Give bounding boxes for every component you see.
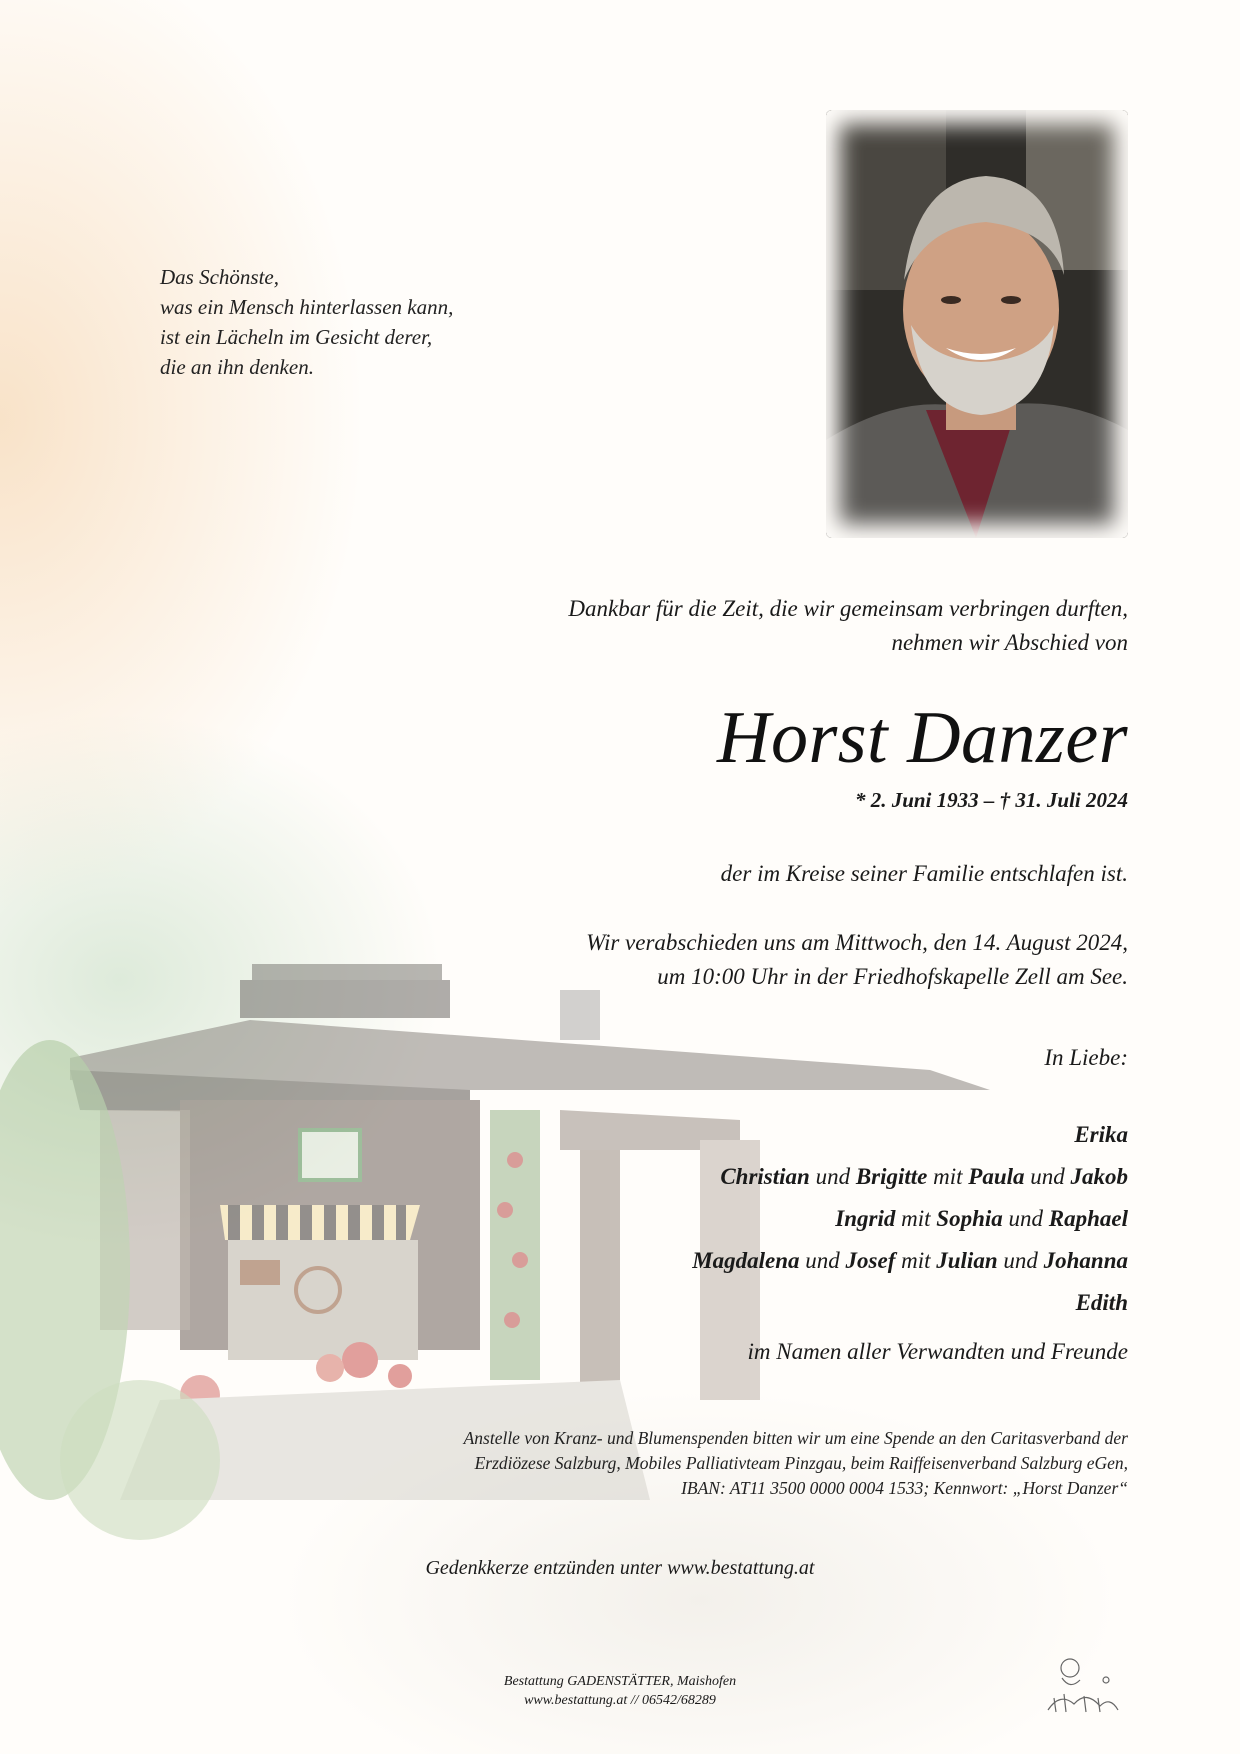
service-line-1: Wir verabschieden uns am Mittwoch, den 14. August 2024, — [586, 930, 1128, 955]
connector: und — [809, 1164, 856, 1189]
connector: und — [997, 1248, 1044, 1273]
connector: und — [1002, 1206, 1049, 1231]
connector: mit — [895, 1206, 937, 1231]
family-row — [692, 1282, 1128, 1324]
family-name: Johanna — [1043, 1248, 1128, 1273]
intro-text — [568, 592, 1128, 660]
service-details — [586, 926, 1128, 994]
family-name: Brigitte — [855, 1164, 928, 1189]
intro-line-2: nehmen wir Abschied von — [891, 630, 1128, 655]
family-name: Erika — [1074, 1122, 1128, 1147]
family-name: Edith — [1075, 1290, 1128, 1315]
in-love-heading: In Liebe: — [1044, 1045, 1128, 1070]
quote-line: die an ihn denken. — [160, 355, 314, 379]
family-name: Raphael — [1048, 1206, 1128, 1231]
donation-line-1: Anstelle von Kranz- und Blumenspenden bitten wir um eine Spende an den Caritasverband der — [463, 1428, 1128, 1448]
family-name: Jakob — [1070, 1164, 1128, 1189]
memorial-quote — [160, 262, 580, 382]
portrait-illustration — [826, 110, 1128, 538]
family-row — [692, 1114, 1128, 1156]
family-name: Magdalena — [692, 1248, 800, 1273]
family-name: Julian — [936, 1248, 998, 1273]
connector: und — [799, 1248, 846, 1273]
memorial-candle-link-text: Gedenkkerze entzünden unter www.bestattung.at — [425, 1557, 815, 1579]
footer-line-2: www.bestattung.at // 06542/68289 — [524, 1693, 716, 1708]
family-name: Paula — [968, 1164, 1025, 1189]
service-line-2: um 10:00 Uhr in der Friedhofskapelle Zell am See. — [657, 964, 1128, 989]
portrait-photo — [826, 110, 1128, 538]
family-row — [692, 1240, 1128, 1282]
family-name: Sophia — [936, 1206, 1003, 1231]
connector: mit — [895, 1248, 937, 1273]
quote-line: Das Schönste, — [160, 265, 279, 289]
donation-line-3: IBAN: AT11 3500 0000 0004 1533; Kennwort: „Horst Danzer“ — [681, 1478, 1128, 1498]
closing-text: im Namen aller Verwandten und Freunde — [747, 1339, 1128, 1364]
family-name: Josef — [845, 1248, 896, 1273]
family-row — [692, 1156, 1128, 1198]
life-dates: * 2. Juni 1933 – † 31. Juli 2024 — [854, 788, 1128, 812]
quote-line: ist ein Lächeln im Gesicht derer, — [160, 325, 433, 349]
connector: und — [1024, 1164, 1071, 1189]
family-name: Ingrid — [835, 1206, 896, 1231]
connector: mit — [927, 1164, 969, 1189]
deceased-name: Horst Danzer — [717, 697, 1128, 779]
quote-line: was ein Mensch hinterlassen kann, — [160, 295, 454, 319]
passed-away-text: der im Kreise seiner Familie entschlafen ist. — [720, 861, 1128, 886]
funeral-home-logo-icon — [1040, 1650, 1122, 1720]
family-list — [692, 1114, 1128, 1324]
footer-line-1: Bestattung GADENSTÄTTER, Maishofen — [503, 1674, 737, 1689]
family-row — [692, 1198, 1128, 1240]
family-name: Christian — [720, 1164, 810, 1189]
intro-line-1: Dankbar für die Zeit, die wir gemeinsam verbringen durften, — [568, 596, 1128, 621]
donation-note — [464, 1426, 1128, 1501]
donation-line-2: Erzdiözese Salzburg, Mobiles Palliativteam Pinzgau, beim Raiffeisenverband Salzburg eGen, — [474, 1453, 1128, 1473]
